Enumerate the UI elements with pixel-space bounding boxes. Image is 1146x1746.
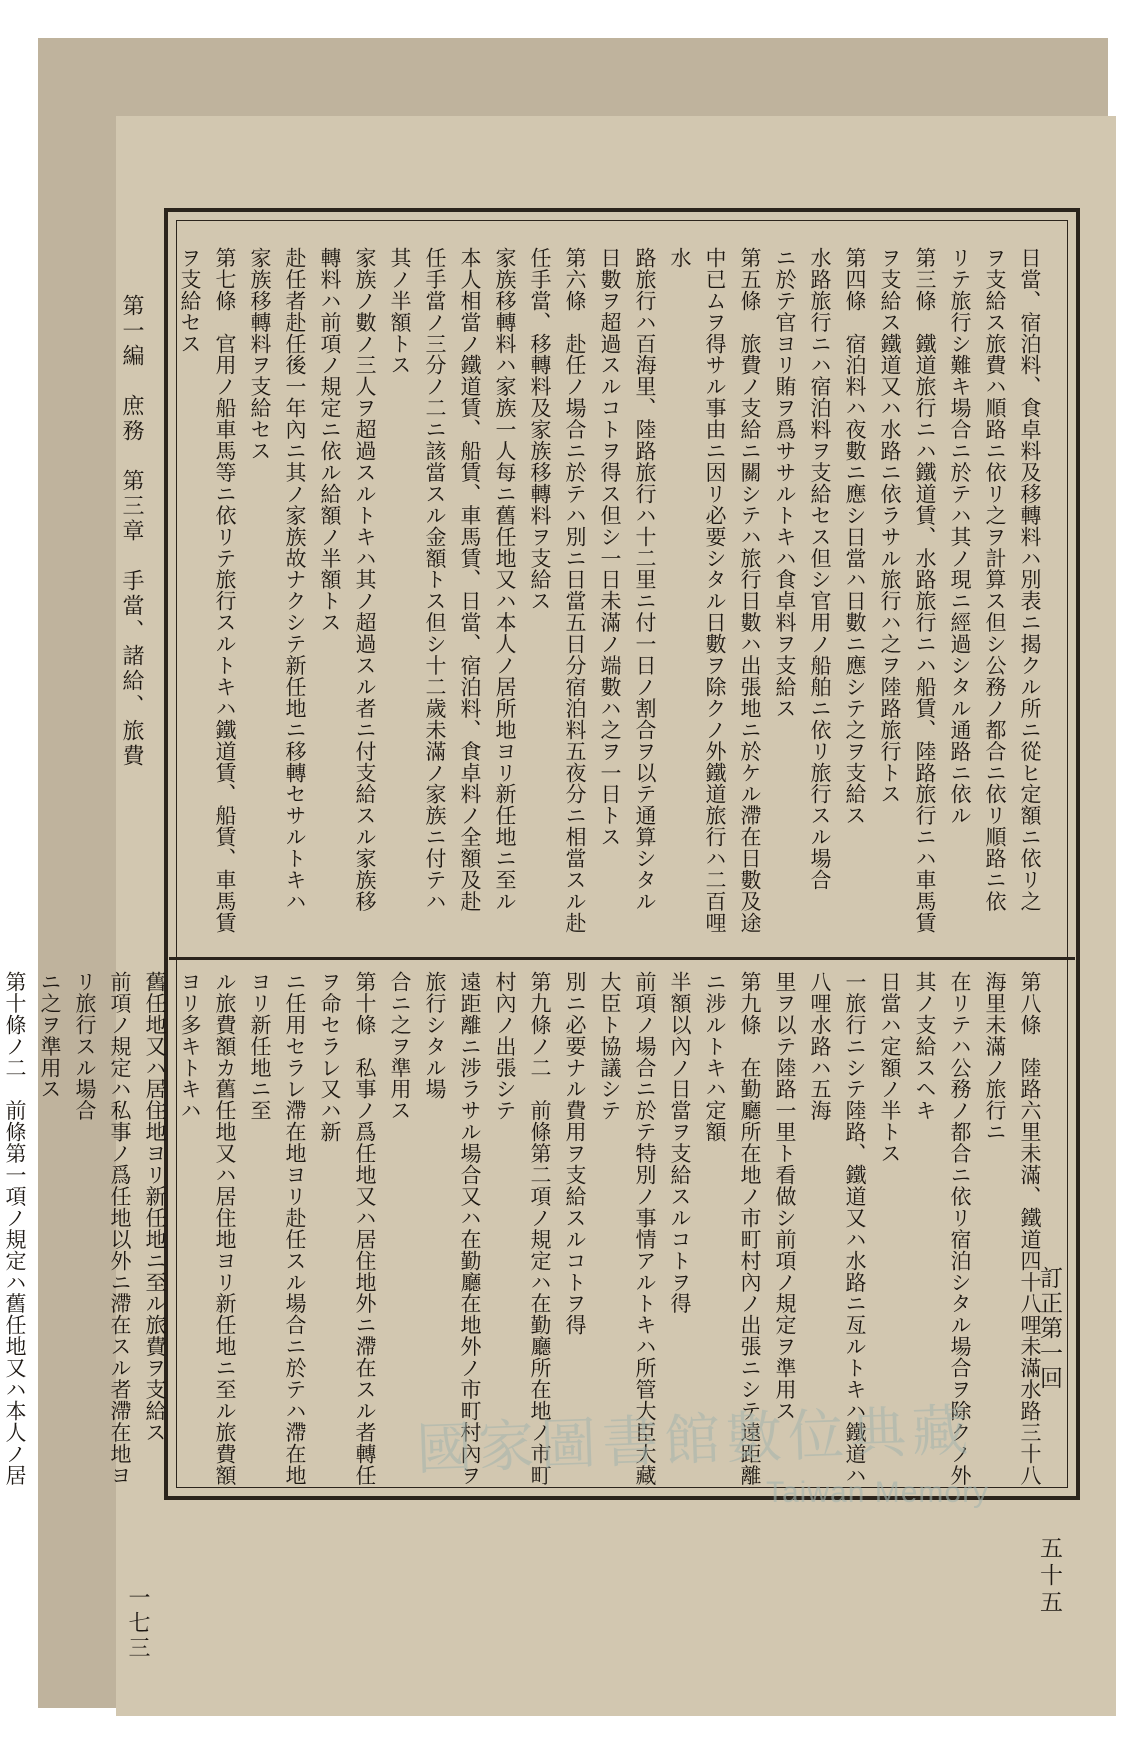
text-line: 中已ムヲ得サル事由ニ因リ必要シタル日數ヲ除クノ外鐵道旅行ハ二百哩水 xyxy=(668,247,727,934)
text-line: ヲ支給セス xyxy=(178,247,202,355)
text-line: ニ於テ官ヨリ賄ヲ爲ササルトキハ食卓料ヲ支給ス xyxy=(773,247,797,719)
folio-number: 五十五 xyxy=(1036,1536,1062,1617)
document-page xyxy=(3,116,1116,1716)
text-line: ヲ支給ス旅費ハ順路ニ依リ之ヲ計算ス但シ公務ノ都合ニ依リ順路ニ依 xyxy=(983,247,1007,912)
text-line: 任手當、移轉料及家族移轉料ヲ支給ス xyxy=(528,247,552,612)
text-line: 第八條 陸路六里未滿、鐵道四十八哩未滿水路三十八海里未滿ノ旅行ニ xyxy=(983,971,1042,1486)
text-line: ニ之ヲ準用ス xyxy=(38,971,62,1100)
text-line: リテ旅行シ難キ場合ニ於テハ其ノ現ニ經過シタル通路ニ依ル xyxy=(948,247,972,827)
text-line: 前項ノ規定ハ私事ノ爲任地以外ニ滯在スル者滯在地ヨリ旅行スル場合 xyxy=(73,971,132,1486)
text-line: 第九條 在勤廳所在地ノ市町村內ノ出張ニシテ遠距離ニ涉ルトキハ定額 xyxy=(703,971,762,1486)
text-line: 日當ハ定額ノ半トス xyxy=(878,971,902,1165)
text-line: 第四條 宿泊料ハ夜數ニ應シ日當ハ日數ニ應シテ之ヲ支給ス xyxy=(843,247,867,827)
text-line: 赴任者赴任後一年內ニ其ノ家族故ナクシテ新任地ニ移轉セサルトキハ xyxy=(283,247,307,912)
text-line: 第三條 鐵道旅行ニハ鐵道賃、水路旅行ニハ船賃、陸路旅行ニハ車馬賃 xyxy=(913,247,937,934)
library-watermark-latin: Taiwan Memory xyxy=(766,1476,990,1509)
text-line: 第十條ノ二 前條第一項ノ規定ハ舊任地又ハ本人ノ居 xyxy=(3,971,27,1486)
text-line: 第五條 旅費ノ支給ニ關シテハ旅行日數ハ出張地ニ於ケル滯在日數及途 xyxy=(738,247,762,934)
text-line: ニ任用セラレ滯在地ヨリ赴任スル場合ニ於テハ滯在地ヨリ新任地ニ至 xyxy=(248,971,307,1486)
page-number: 一七三 xyxy=(125,1586,150,1661)
text-line: 日當、宿泊料、食卓料及移轉料ハ別表ニ揭クル所ニ從ヒ定額ニ依リ之 xyxy=(1018,247,1042,912)
text-line: 其ノ半額トス xyxy=(388,247,412,376)
text-line: 第七條 官用ノ船車馬等ニ依リテ旅行スルトキハ鐵道賃、船賃、車馬賃 xyxy=(213,247,237,934)
text-line: 任手當ノ三分ノ二ニ該當スル金額トス但シ十二歲未滿ノ家族ニ付テハ xyxy=(423,247,447,912)
text-line: 第九條ノ二 前條第二項ノ規定ハ在勤廳所在地ノ市町村內ノ出張シテ xyxy=(493,971,552,1486)
text-line: 家族移轉料ハ家族一人每ニ舊任地又ハ本人ノ居所地ヨリ新任地ニ至ル xyxy=(493,247,517,912)
section-divider xyxy=(169,957,1075,960)
text-line: 家族移轉料ヲ支給セス xyxy=(248,247,272,462)
text-line: 水路旅行ニハ宿泊料ヲ支給セス但シ官用ノ船舶ニ依リ旅行スル場合 xyxy=(808,247,832,891)
text-line: 家族ノ數ノ三人ヲ超過スルトキハ其ノ超過スル者ニ付支給スル家族移 xyxy=(353,247,377,912)
text-line: 半額以內ノ日當ヲ支給スルコトヲ得 xyxy=(668,971,692,1315)
text-line: 第十條 私事ノ爲任地又ハ居住地外ニ滯在スル者轉任ヲ命セラレ又ハ新 xyxy=(318,971,377,1486)
text-line: 合ニ之ヲ準用ス xyxy=(388,971,412,1122)
text-line: 轉料ハ前項ノ規定ニ依ル給額ノ半額トス xyxy=(318,247,342,634)
text-line: 舊任地又ハ居住地ヨリ新任地ニ至ル旅費ヲ支給ス xyxy=(143,971,167,1443)
text-line: ヲ支給ス鐵道又ハ水路ニ依ラサル旅行ハ之ヲ陸路旅行トス xyxy=(878,247,902,805)
scan-background xyxy=(3,38,1108,1708)
text-line: 前項ノ場合ニ於テ特別ノ事情アルトキハ所管大臣大藏大臣ト協議シテ xyxy=(598,971,657,1486)
upper-text-block xyxy=(178,247,1047,937)
text-line: 里ヲ以テ陸路一里ト看做シ前項ノ規定ヲ準用ス xyxy=(773,971,797,1422)
text-line: 別ニ必要ナル費用ヲ支給スルコトヲ得 xyxy=(563,971,587,1336)
text-line: 第六條 赴任ノ場合ニ於テハ別ニ日當五日分宿泊料五夜分ニ相當スル赴 xyxy=(563,247,587,934)
running-title: 第一編 庶務 第三章 手當、諸給、旅費 xyxy=(119,294,144,769)
revision-note: 訂正第一回 xyxy=(1036,1266,1062,1391)
text-line: ル旅費額カ舊任地又ハ居住地ヨリ新任地ニ至ル旅費額ヨリ多キトキハ xyxy=(178,971,237,1486)
text-line: 本人相當ノ鐵道賃、船賃、車馬賃、日當、宿泊料、食卓料ノ全額及赴 xyxy=(458,247,482,912)
text-line: 路旅行ハ百海里、陸路旅行ハ十二里ニ付一日ノ割合ヲ以テ通算シタル xyxy=(633,247,657,912)
text-line: 日數ヲ超過スルコトヲ得ス但シ一日未滿ノ端數ハ之ヲ一日トス xyxy=(598,247,622,848)
text-line: 一旅行ニシテ陸路、鐵道又ハ水路ニ亙ルトキハ鐵道ハ八哩水路ハ五海 xyxy=(808,971,867,1486)
text-line: 遠距離ニ涉ラサル場合又ハ在勤廳在地外ノ市町村內ヲ旅行シタル場 xyxy=(423,971,482,1486)
text-line: 在リテハ公務ノ都合ニ依リ宿泊シタル場合ヲ除クノ外其ノ支給スヘキ xyxy=(913,971,972,1486)
library-watermark: 國家圖書館數位典藏 xyxy=(415,1398,976,1483)
